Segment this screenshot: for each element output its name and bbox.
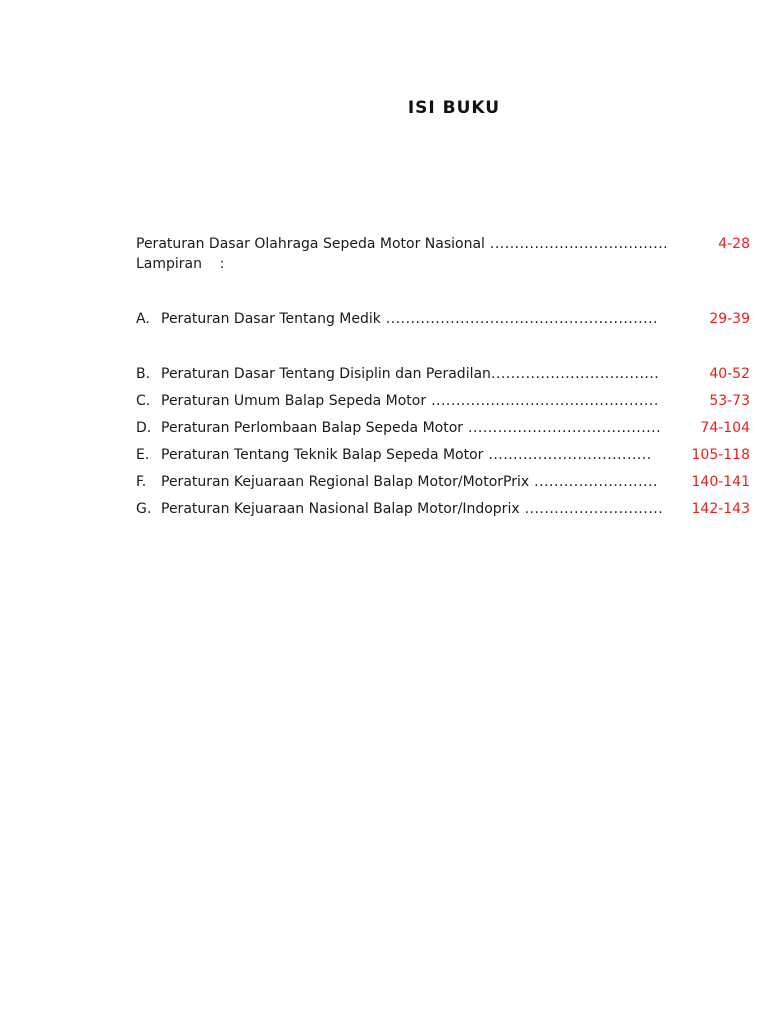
- lampiran-label: Lampiran :: [136, 256, 225, 272]
- dot-leader: ............................: [519, 501, 664, 517]
- toc-row-e: [136, 445, 750, 472]
- toc-page-number: 40-52: [709, 366, 750, 382]
- toc-page-number: 53-73: [709, 393, 750, 409]
- spacer: [136, 329, 750, 364]
- toc-entry-text: Peraturan Dasar Tentang Disiplin dan Peradilan: [161, 366, 491, 382]
- toc-entry-label: [136, 418, 690, 438]
- dot-leader: ..................................: [490, 366, 660, 382]
- toc-entry-label: [136, 364, 690, 384]
- toc-entry-label: [136, 234, 690, 254]
- toc-entry-letter: E.: [136, 447, 150, 463]
- toc-entry-letter: F.: [136, 474, 147, 490]
- toc-row-main: [136, 234, 750, 254]
- toc-entry-label: [136, 445, 688, 465]
- toc-entry-letter: D.: [136, 420, 152, 436]
- toc-page-number: 29-39: [709, 311, 750, 327]
- toc-entry-letter: G.: [136, 501, 152, 517]
- toc-entry-letter: B.: [136, 366, 151, 382]
- toc-entry-label: [136, 499, 688, 519]
- spacer: [136, 274, 750, 309]
- dot-leader: ....................................: [484, 236, 669, 252]
- page-title: ISI BUKU: [407, 98, 501, 118]
- toc-page-number: 140-141: [691, 474, 750, 490]
- toc-entry-label: [136, 391, 690, 411]
- toc-entry-text: Peraturan Umum Balap Sepeda Motor: [161, 393, 427, 409]
- toc-entry-label: [136, 309, 690, 329]
- toc-entry-letter: C.: [136, 393, 151, 409]
- dot-leader: .......................................................: [380, 311, 659, 327]
- dot-leader: ..............................................: [426, 393, 659, 409]
- dot-leader: .................................: [483, 447, 652, 463]
- toc-page-number: 74-104: [700, 420, 750, 436]
- toc-row-a: [136, 309, 750, 329]
- toc-entry-text: Peraturan Dasar Tentang Medik: [161, 311, 381, 327]
- toc-page-number: 142-143: [691, 501, 750, 517]
- toc-page-number: 4-28: [718, 236, 750, 252]
- toc-entry-letter: A.: [136, 311, 150, 327]
- toc-row-b: [136, 364, 750, 391]
- toc-entry-text: Peraturan Kejuaraan Nasional Balap Motor/Indoprix: [161, 501, 520, 517]
- toc-entry-label: [136, 472, 688, 492]
- toc-row-d: [136, 418, 750, 445]
- toc-entry-text: Peraturan Tentang Teknik Balap Sepeda Motor: [161, 447, 484, 463]
- toc-row-g: [136, 499, 750, 526]
- toc-entry-text: Peraturan Perlombaan Balap Sepeda Motor: [161, 420, 464, 436]
- dot-leader: .......................................: [463, 420, 662, 436]
- dot-leader: .........................: [529, 474, 658, 490]
- table-of-contents: [136, 234, 750, 526]
- toc-entry-text: Peraturan Kejuaraan Regional Balap Motor/MotorPrix: [161, 474, 530, 490]
- toc-row-c: [136, 391, 750, 418]
- toc-page-number: 105-118: [691, 447, 750, 463]
- toc-row-f: [136, 472, 750, 499]
- toc-entry-text: Peraturan Dasar Olahraga Sepeda Motor Nasional: [136, 236, 485, 252]
